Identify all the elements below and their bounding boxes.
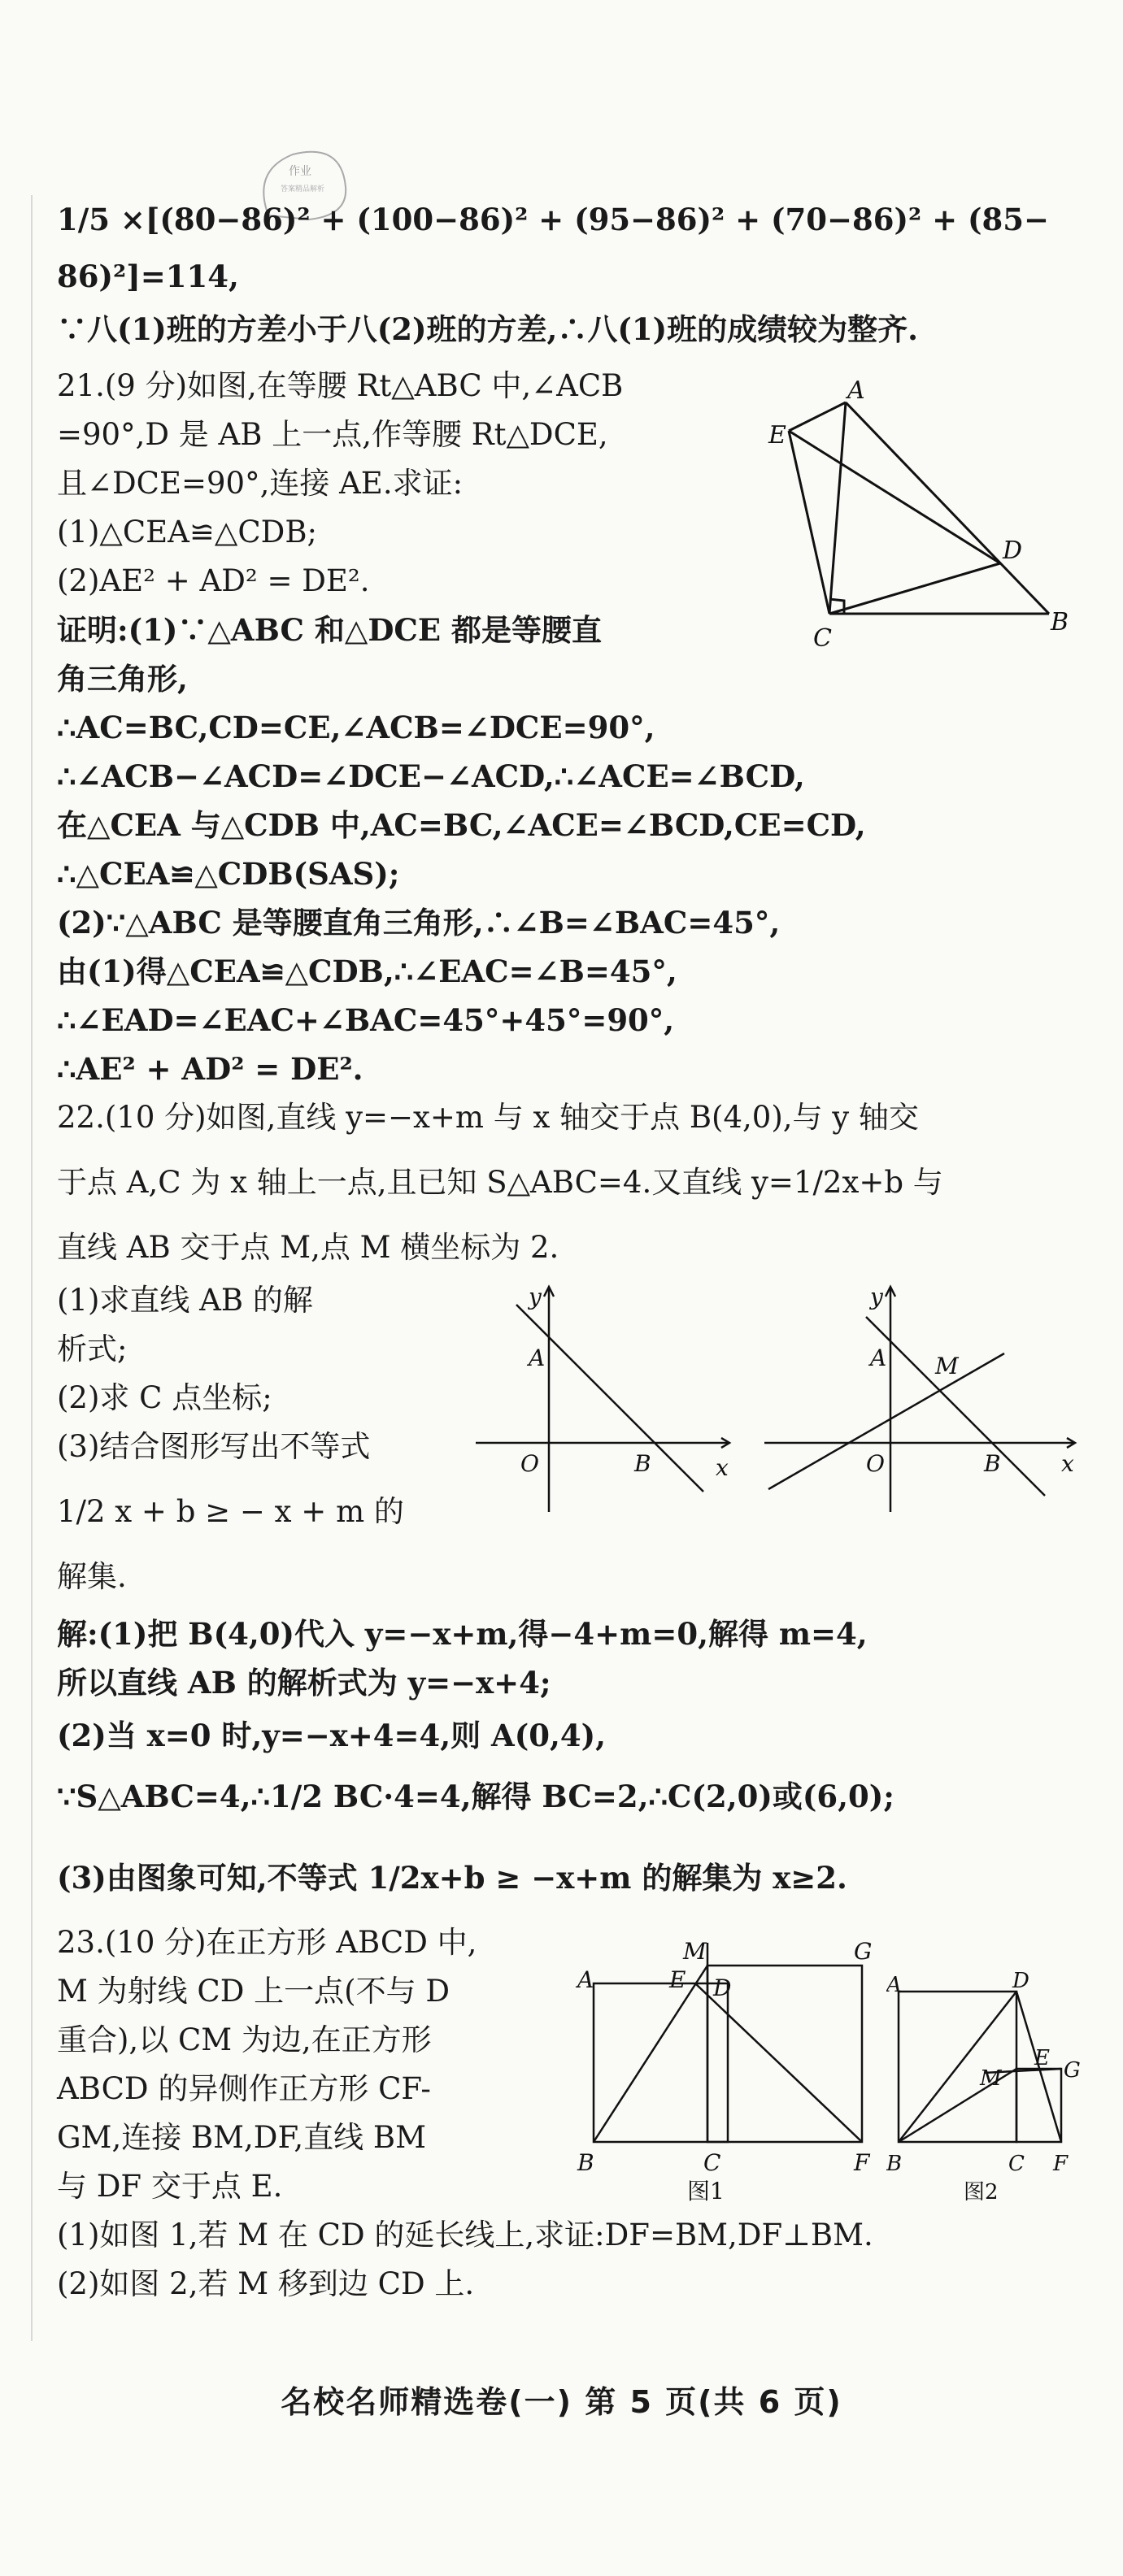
question-21-line3: 且∠DCE=90°,连接 AE.求证: (57, 466, 464, 501)
figure-22-right (760, 1276, 1086, 1520)
question-21-line4: (1)△CEA≌△CDB; (57, 515, 317, 550)
fig23-1-label-g: G (854, 1938, 873, 1965)
fig22l-label-y: y (529, 1284, 542, 1310)
figure-23-1 (573, 1927, 882, 2203)
question-23-line7: (1)如图 1,若 M 在 CD 的延长线上,求证:DF=BM,DF⊥BM. (57, 2218, 873, 2252)
question-22-line3: 直线 AB 交于点 M,点 M 横坐标为 2. (57, 1230, 559, 1265)
fig21-label-d: D (1003, 536, 1023, 565)
question-22-line6: (2)求 C 点坐标; (57, 1380, 272, 1415)
margin-rule (31, 195, 33, 2341)
question-23-line5: GM,连接 BM,DF,直线 BM (57, 2120, 426, 2155)
proof-21-line7: (2)∵△ABC 是等腰直角三角形,∴∠B=∠BAC=45°, (57, 905, 781, 940)
text-line-l3: ∵八(1)班的方差小于八(2)班的方差,∴八(1)班的成绩较为整齐. (57, 311, 919, 347)
fig23-1-label-a: A (577, 1966, 594, 1993)
solution-22-line4: ∵S△ABC=4,∴1/2 BC·4=4,解得 BC=2,∴C(2,0)或(6,0); (57, 1779, 894, 1814)
fig22r-label-o: O (866, 1450, 885, 1477)
question-23-line6: 与 DF 交于点 E. (57, 2169, 283, 2204)
figure-21 (764, 370, 1082, 650)
fig22l-label-b: B (634, 1450, 651, 1477)
fig22r-label-a: A (870, 1344, 887, 1371)
fig23-2-label-d: D (1012, 1969, 1029, 1993)
proof-21-line2: 角三角形, (57, 661, 188, 697)
fig21-label-b: B (1051, 608, 1069, 636)
question-21-line1: 21.(9 分)如图,在等腰 Rt△ABC 中,∠ACB (57, 368, 624, 403)
fig22l-label-x: x (716, 1454, 729, 1481)
fig21-label-a: A (847, 376, 865, 405)
fig23-1-label-m: M (683, 1938, 707, 1965)
question-23-line1: 23.(10 分)在正方形 ABCD 中, (57, 1925, 477, 1960)
question-22-line9: 解集. (57, 1559, 127, 1594)
fig23-1-label-e: E (669, 1966, 686, 1993)
fig23-2-caption: 图2 (964, 2180, 999, 2203)
question-21-line2: =90°,D 是 AB 上一点,作等腰 Rt△DCE, (57, 417, 608, 452)
proof-21-line6: ∴△CEA≌△CDB(SAS); (57, 856, 400, 892)
question-22-line5: 析式; (57, 1331, 128, 1366)
question-22-line8: 1/2 x + b ≥ − x + m 的 (57, 1494, 404, 1529)
solution-22-line1: 解:(1)把 B(4,0)代入 y=−x+m,得−4+m=0,解得 m=4, (57, 1616, 868, 1652)
fig21-label-e: E (768, 421, 786, 450)
proof-21-line9: ∴∠EAD=∠EAC+∠BAC=45°+45°=90°, (57, 1002, 675, 1038)
fig23-2-label-g: G (1064, 2058, 1081, 2083)
fig22r-label-m: M (935, 1353, 959, 1379)
solution-22-line5: (3)由图象可知,不等式 1/2x+b ≥ −x+m 的解集为 x≥2. (57, 1860, 847, 1896)
fig23-1-label-c: C (703, 2149, 721, 2176)
text-line-l1: 1/5 ×[(80−86)² + (100−86)² + (95−86)² + (70−86)² + (85− (57, 202, 1049, 237)
page-footer: 名校名师精选卷(一) 第 5 页(共 6 页) (281, 2384, 842, 2420)
fig22r-label-b: B (984, 1450, 1001, 1477)
question-23-line4: ABCD 的异侧作正方形 CF- (57, 2071, 431, 2106)
fig23-1-label-d: D (713, 1974, 732, 2001)
fig23-2-label-b: B (886, 2152, 903, 2176)
text-line-l2: 86)²]=114, (57, 258, 239, 294)
question-23-line2: M 为射线 CD 上一点(不与 D (57, 1974, 451, 2009)
fig23-2-label-e: E (1034, 2046, 1050, 2070)
question-22-line1: 22.(10 分)如图,直线 y=−x+m 与 x 轴交于点 B(4,0),与 y 轴交 (57, 1100, 919, 1135)
proof-21-line1: 证明:(1)∵△ABC 和△DCE 都是等腰直 (57, 612, 602, 648)
figure-22-left (468, 1276, 744, 1520)
svg-text:答案精品解析: 答案精品解析 (281, 185, 325, 193)
question-22-line2: 于点 A,C 为 x 轴上一点,且已知 S△ABC=4.又直线 y=1/2x+b 与 (57, 1165, 943, 1200)
fig23-2-label-a: A (886, 1973, 902, 1997)
question-22-line4: (1)求直线 AB 的解 (57, 1283, 313, 1318)
solution-22-line2: 所以直线 AB 的解析式为 y=−x+4; (57, 1665, 551, 1701)
fig21-label-c: C (813, 624, 832, 650)
question-21-line5: (2)AE² + AD² = DE². (57, 563, 370, 598)
question-23-line8: (2)如图 2,若 M 移到边 CD 上. (57, 2266, 475, 2301)
proof-21-line8: 由(1)得△CEA≌△CDB,∴∠EAC=∠B=45°, (57, 954, 677, 989)
fig23-1-label-f: F (854, 2149, 870, 2176)
figure-23-2 (886, 1967, 1090, 2203)
question-22-line7: (3)结合图形写出不等式 (57, 1429, 371, 1464)
fig22l-label-a: A (529, 1344, 546, 1371)
proof-21-line10: ∴AE² + AD² = DE². (57, 1051, 363, 1087)
fig23-1-label-b: B (577, 2149, 594, 2176)
solution-22-line3: (2)当 x=0 时,y=−x+4=4,则 A(0,4), (57, 1718, 606, 1753)
proof-21-line5: 在△CEA 与△CDB 中,AC=BC,∠ACE=∠BCD,CE=CD, (57, 807, 866, 843)
fig22r-label-x: x (1061, 1450, 1074, 1477)
fig22l-label-o: O (520, 1450, 539, 1477)
fig23-1-caption: 图1 (687, 2178, 725, 2203)
fig23-2-label-c: C (1008, 2152, 1025, 2176)
fig23-2-label-f: F (1053, 2152, 1069, 2176)
proof-21-line4: ∴∠ACB−∠ACD=∠DCE−∠ACD,∴∠ACE=∠BCD, (57, 758, 805, 794)
fig22r-label-y: y (870, 1284, 883, 1310)
svg-text:作业: 作业 (289, 165, 311, 178)
proof-21-line3: ∴AC=BC,CD=CE,∠ACB=∠DCE=90°, (57, 710, 655, 745)
question-23-line3: 重合),以 CM 为边,在正方形 (57, 2022, 432, 2057)
fig23-2-label-m: M (980, 2066, 1002, 2091)
